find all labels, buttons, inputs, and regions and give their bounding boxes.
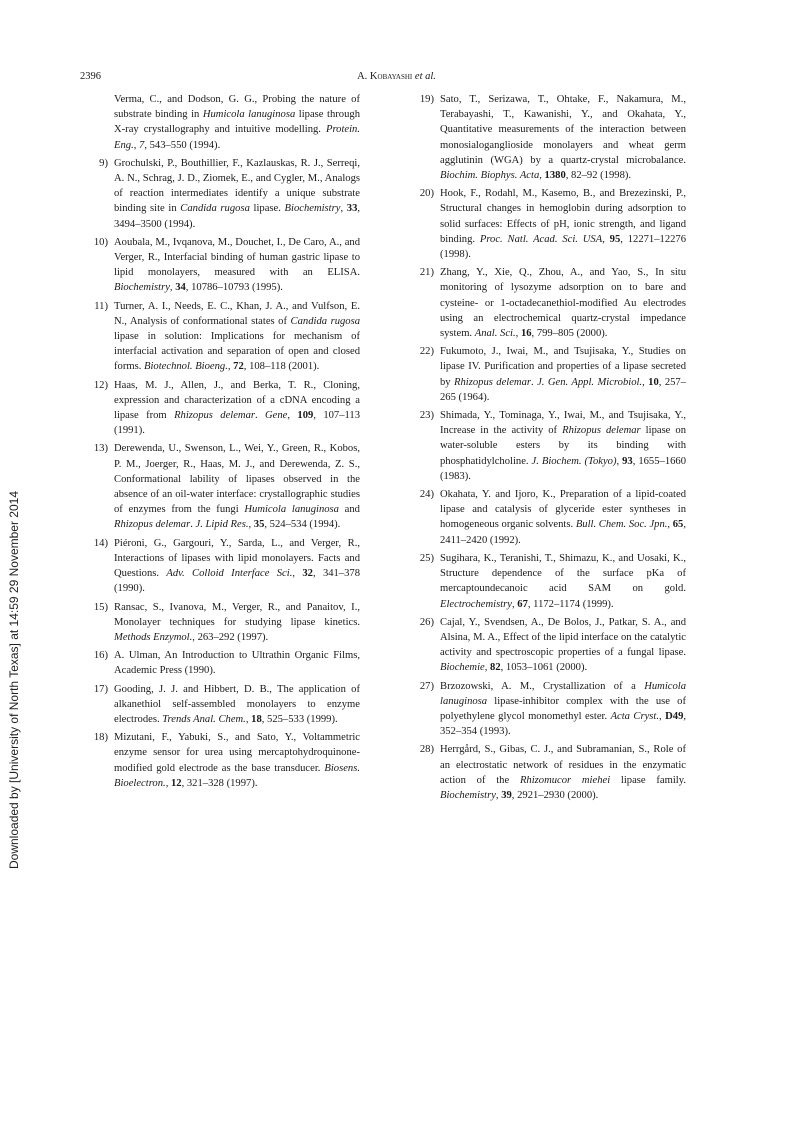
reference-italic-text: J. Biochem. (Tokyo) bbox=[531, 455, 617, 467]
reference-text-run: Sugihara, K., Teranishi, T., Shimazu, K., and Uosaki, K., Structure dependence of the surface pKa of mercaptoundecanoic acid SAM on gold. bbox=[440, 552, 686, 595]
reference-text-run: , 10786–10793 (1995). bbox=[185, 282, 283, 294]
reference-text bbox=[440, 487, 686, 548]
reference-number: 13) bbox=[93, 443, 108, 455]
reference-italic-text: Candida rugosa bbox=[180, 203, 250, 215]
reference-text-run: , bbox=[659, 710, 666, 722]
reference-item bbox=[84, 378, 360, 439]
reference-italic-text: Gene bbox=[265, 410, 288, 422]
reference-number: 20) bbox=[419, 188, 434, 200]
reference-volume: 12 bbox=[170, 777, 182, 789]
reference-text bbox=[114, 441, 360, 532]
reference-text bbox=[440, 92, 686, 183]
reference-item bbox=[84, 156, 360, 232]
reference-number: 15) bbox=[93, 601, 108, 613]
reference-text-run: , 341–378 (1990). bbox=[114, 568, 361, 595]
reference-text-run: Mizutani, F., Yabuki, S., and Sato, Y., Voltammetric enzyme sensor for urea using mercaptohydroquinone-modified gold electrode as the base transducer. bbox=[114, 732, 360, 774]
reference-text-run: , bbox=[511, 598, 518, 610]
reference-volume: 18 bbox=[251, 713, 262, 725]
reference-text-run: . bbox=[190, 519, 196, 531]
reference-number: 12) bbox=[93, 379, 108, 391]
reference-italic-text: Candida rugosa bbox=[290, 315, 361, 327]
reference-text bbox=[114, 92, 360, 153]
running-header-surname: obayashi bbox=[377, 71, 413, 82]
reference-text-run: , bbox=[248, 519, 254, 531]
reference-text-run: , 1172–1174 (1999). bbox=[527, 598, 614, 610]
reference-volume: 1380 bbox=[544, 170, 566, 182]
reference-italic-text: Biochemistry bbox=[114, 282, 170, 294]
reference-italic-text: Humicola lanuginosa bbox=[244, 504, 339, 516]
reference-italic-text: Rhizopus delemar bbox=[562, 425, 641, 437]
reference-volume: 95 bbox=[609, 233, 621, 245]
reference-text-run: , 2921–2930 (2000). bbox=[511, 789, 599, 801]
reference-text-run: lipase family. bbox=[610, 774, 686, 786]
reference-text-run: , 321–328 (1997). bbox=[181, 777, 258, 789]
reference-text-run: , 524–534 (1994). bbox=[264, 519, 341, 531]
reference-text-run: lipase-inhibitor complex with the use of polyethylene glycol monomethyl ester. bbox=[440, 695, 686, 722]
reference-italic-text: Adv. Colloid Interface Sci. bbox=[166, 568, 293, 580]
reference-volume: 10 bbox=[648, 376, 659, 388]
reference-number: 24) bbox=[419, 489, 434, 501]
reference-text-run: , bbox=[169, 282, 176, 294]
reference-italic-text: Trends Anal. Chem. bbox=[162, 713, 246, 725]
reference-italic-text: 7 bbox=[139, 139, 145, 151]
reference-italic-text: Biosens. Bioelectron. bbox=[114, 762, 360, 789]
reference-text-run: , bbox=[133, 139, 140, 151]
reference-text bbox=[114, 730, 360, 791]
reference-item bbox=[410, 679, 686, 740]
reference-italic-text: Anal. Sci. bbox=[474, 328, 516, 340]
reference-text-run: Brzozowski, A. M., Crystallization of a bbox=[440, 680, 645, 692]
reference-item bbox=[410, 551, 686, 612]
reference-text bbox=[114, 378, 360, 439]
reference-volume: 39 bbox=[501, 789, 512, 801]
reference-text bbox=[440, 551, 686, 612]
reference-italic-text: J. Lipid Res. bbox=[195, 519, 249, 531]
running-header-initial: A. K bbox=[357, 71, 378, 82]
reference-text-run: , bbox=[539, 170, 545, 182]
reference-number: 28) bbox=[419, 744, 434, 756]
reference-item bbox=[410, 92, 686, 183]
reference-volume: 72 bbox=[233, 361, 244, 373]
running-header-etal: et al. bbox=[412, 71, 436, 82]
reference-item bbox=[84, 92, 360, 153]
page-number: 2396 bbox=[80, 71, 101, 82]
reference-item bbox=[410, 742, 686, 803]
reference-text-run: lipase through X-ray crystallography and intuitive modelling. bbox=[114, 109, 360, 136]
reference-number: 19) bbox=[419, 94, 434, 105]
reference-italic-text: Electrochemistry bbox=[440, 598, 512, 610]
reference-text bbox=[114, 235, 360, 296]
reference-text-run: lipase in solution: Implications for mechanism of interfacial activation and separation of open and closed forms. bbox=[114, 331, 360, 373]
reference-text-run: Okahata, Y. and Ijoro, K., Preparation of a lipid-coated lipase and catalysis of glyceride ester syntheses in homogeneous organic solvents. bbox=[440, 489, 686, 531]
reference-text bbox=[114, 299, 360, 375]
reference-number: 18) bbox=[93, 732, 108, 744]
reference-text-run: , 3494–3500 (1994). bbox=[114, 203, 361, 230]
reference-text-run: Piéroni, G., Gargouri, Y., Sarda, L., and Verger, R., Interactions of lipases with lipid monolayers. Facts and Questions. bbox=[114, 537, 360, 580]
reference-volume: 65 bbox=[672, 519, 684, 531]
reference-volume: 32 bbox=[302, 568, 313, 580]
reference-text-run: Ransac, S., Ivanova, M., Verger, R., and Panaitov, I., Monolayer techniques for studying lipase kinetics. bbox=[114, 601, 360, 628]
reference-text-run: , bbox=[642, 376, 649, 388]
reference-item bbox=[84, 536, 360, 597]
reference-text-run: , 1053–1061 (2000). bbox=[500, 662, 588, 674]
reference-text-run: Derewenda, U., Swenson, L., Wei, Y., Green, R., Kobos, P. M., Joerger, R., Haas, M. J., and Derewenda, Z. S., Conformational lability of lipases observed in the absence of an oil-water interface: crystallographic studies of enzymes from the fungi bbox=[114, 443, 360, 516]
reference-number: 23) bbox=[419, 410, 434, 422]
reference-italic-text: Protein. Eng. bbox=[114, 124, 360, 151]
references-left-column bbox=[84, 92, 360, 794]
reference-item bbox=[410, 186, 686, 262]
reference-item bbox=[84, 730, 360, 791]
reference-volume: 82 bbox=[490, 662, 501, 674]
reference-number: 25) bbox=[419, 552, 434, 564]
reference-text-run: . bbox=[255, 410, 266, 422]
reference-text-run: , bbox=[484, 662, 491, 674]
reference-text-run: Gooding, J. J. and Hibbert, D. B., The application of alkanethiol self-assembled monolayers to enzyme electrodes. bbox=[114, 683, 360, 725]
reference-italic-text: Biochemie bbox=[440, 662, 485, 674]
reference-item bbox=[410, 487, 686, 548]
reference-text-run: Verma, C., and Dodson, G. G., Probing the nature of substrate binding in bbox=[114, 94, 360, 121]
reference-text-run: , bbox=[340, 203, 347, 215]
reference-italic-text: Biochim. Biophys. Acta bbox=[440, 170, 540, 182]
reference-text-run: , bbox=[165, 777, 171, 789]
reference-italic-text: Biotechnol. Bioeng. bbox=[144, 361, 228, 373]
reference-italic-text: Rhizopus delemar bbox=[454, 376, 531, 388]
reference-text-run: , 799–805 (2000). bbox=[531, 328, 608, 340]
reference-italic-text: Methods Enzymol. bbox=[114, 631, 193, 643]
reference-text-run: lipase on water-soluble esters by its binding with phosphatidylcholine. bbox=[440, 425, 686, 467]
reference-volume: 93 bbox=[622, 455, 633, 467]
reference-volume: D49 bbox=[665, 710, 684, 722]
reference-text-run: Haas, M. J., Allen, J., and Berka, T. R., Cloning, expression and characterization of a cDNA encoding a lipase from bbox=[114, 379, 360, 422]
reference-text-run: , bbox=[495, 789, 502, 801]
reference-number: 17) bbox=[93, 683, 108, 695]
download-watermark-text: Downloaded by [University of North Texas] at 14:59 29 November 2014 bbox=[7, 491, 21, 869]
reference-italic-text: Rhizopus delemar bbox=[114, 519, 191, 531]
reference-text bbox=[440, 615, 686, 676]
reference-text bbox=[114, 156, 360, 232]
reference-volume: 67 bbox=[517, 598, 528, 610]
reference-item bbox=[84, 682, 360, 728]
reference-text-run: Zhang, Y., Xie, Q., Zhou, A., and Yao, S., In situ monitoring of lysozyme adsorption on to bare and cysteine- or 1-octadecanethiol-modified Au electrodes using an electrochemical quartz-crystal impedance system. bbox=[440, 267, 686, 340]
reference-italic-text: Rhizopus delemar bbox=[174, 410, 255, 422]
running-header bbox=[0, 71, 793, 82]
reference-volume: 16 bbox=[520, 328, 532, 340]
reference-volume: 109 bbox=[297, 410, 314, 422]
reference-italic-text: Acta Cryst. bbox=[610, 710, 660, 722]
reference-item bbox=[84, 441, 360, 532]
reference-text-run: , 257–265 (1964). bbox=[440, 376, 687, 403]
reference-text-run: , bbox=[287, 410, 298, 422]
reference-text-run: , 543–550 (1994). bbox=[144, 139, 221, 151]
reference-number: 16) bbox=[93, 650, 108, 662]
reference-number: 14) bbox=[93, 537, 108, 549]
reference-text-run: , bbox=[292, 568, 303, 580]
reference-text bbox=[440, 186, 686, 262]
reference-italic-text: Rhizomucor miehei bbox=[519, 774, 611, 786]
reference-number: 21) bbox=[419, 267, 434, 279]
reference-text-run: and bbox=[338, 504, 360, 516]
reference-text bbox=[114, 682, 360, 728]
reference-text-run: Shimada, Y., Tominaga, Y., Iwai, M., and Tsujisaka, Y., Increase in the activity of bbox=[440, 410, 686, 437]
reference-text-run: , bbox=[227, 361, 234, 373]
reference-item bbox=[84, 600, 360, 646]
reference-item bbox=[410, 408, 686, 484]
reference-italic-text: Biochemistry bbox=[440, 789, 496, 801]
reference-text-run: , 12271–12276 (1998). bbox=[440, 233, 687, 261]
reference-text-run: Fukumoto, J., Iwai, M., and Tsujisaka, Y., Studies on lipase IV. Purification and properties of a lipase secreted by bbox=[440, 346, 686, 388]
reference-italic-text: Proc. Natl. Acad. Sci. USA bbox=[479, 233, 603, 245]
reference-text-run: , 82–92 (1998). bbox=[565, 170, 632, 182]
reference-text-run: , 525–533 (1999). bbox=[261, 713, 338, 725]
reference-text bbox=[440, 265, 686, 341]
reference-text bbox=[114, 536, 360, 597]
reference-text-run: , bbox=[616, 455, 623, 467]
reference-volume: 35 bbox=[253, 519, 265, 531]
reference-text-run: lipase. bbox=[249, 203, 285, 215]
references-right-column bbox=[410, 92, 686, 806]
reference-text-run: Turner, A. I., Needs, E. C., Khan, J. A., and Vulfson, E. N., Analysis of conformational states of bbox=[114, 300, 360, 327]
reference-text-run: Cajal, Y., Svendsen, A., De Bolos, J., Patkar, S. A., and Alsina, M. A., Effect of the lipid interface on the catalytic activity and spectroscopic properties of a fungal lipase. bbox=[440, 616, 686, 659]
reference-text bbox=[440, 742, 686, 803]
reference-text-run: Herrgård, S., Gibas, C. J., and Subramanian, S., Role of an electrostatic network of residues in the enzymatic action of the bbox=[440, 744, 686, 786]
reference-number: 22) bbox=[419, 346, 434, 358]
reference-text bbox=[440, 408, 686, 484]
reference-number: 27) bbox=[419, 680, 434, 692]
reference-italic-text: Humicola lanuginosa bbox=[440, 680, 686, 707]
reference-text-run: , 2411–2420 (1992). bbox=[440, 519, 686, 546]
reference-text-run: Aoubala, M., Ivqanova, M., Douchet, I., De Caro, A., and Verger, R., Interfacial binding of human gastric lipase to lipid monolayers, measured with an ELISA. bbox=[114, 236, 360, 279]
reference-volume: 33 bbox=[346, 203, 358, 215]
reference-volume: 34 bbox=[175, 282, 186, 294]
reference-text-run: , 263–292 (1997). bbox=[192, 631, 269, 643]
reference-text bbox=[114, 648, 360, 678]
reference-text-run: , 107–113 (1991). bbox=[114, 410, 361, 437]
reference-text-run: Hook, F., Rodahl, M., Kasemo, B., and Brezezinski, P., Structural changes in hemoglobin during adsorption to solid surfaces: Effects of pH, ionic strength, and ligand binding. bbox=[440, 188, 686, 245]
reference-text bbox=[440, 344, 686, 405]
reference-text-run: , 352–354 (1993). bbox=[440, 710, 687, 738]
reference-text-run: , bbox=[667, 519, 673, 531]
reference-text-run: . bbox=[531, 376, 538, 388]
reference-italic-text: Biochemistry bbox=[284, 203, 341, 215]
reference-item bbox=[410, 265, 686, 341]
reference-item bbox=[84, 299, 360, 375]
reference-text bbox=[440, 679, 686, 740]
reference-number: 10) bbox=[93, 236, 108, 248]
reference-text-run: , 1655–1660 (1983). bbox=[440, 455, 687, 482]
reference-item bbox=[84, 235, 360, 296]
reference-text-run: , 108–118 (2001). bbox=[243, 361, 320, 373]
reference-italic-text: J. Gen. Appl. Microbiol. bbox=[537, 376, 643, 388]
reference-text-run: , bbox=[602, 233, 610, 245]
reference-italic-text: Bull. Chem. Soc. Jpn. bbox=[575, 519, 668, 531]
reference-text bbox=[114, 600, 360, 646]
reference-item bbox=[84, 648, 360, 678]
reference-number: 9) bbox=[99, 157, 108, 169]
reference-text-run: , bbox=[245, 713, 252, 725]
reference-text-run: , bbox=[515, 328, 521, 340]
reference-item bbox=[410, 344, 686, 405]
reference-italic-text: Humicola lanuginosa bbox=[202, 109, 296, 121]
reference-item bbox=[410, 615, 686, 676]
reference-number: 11) bbox=[94, 300, 108, 312]
reference-text-run: Sato, T., Serizawa, T., Ohtake, F., Nakamura, M., Terabayashi, T., Kawanishi, Y., and Okahata, Y., Quantitative measurements of the interaction between monosialoganglioside monolayers and wheat germ agglutinin (WGA) by a quartz-crystal microbalance. bbox=[440, 94, 686, 166]
reference-text-run: Grochulski, P., Bouthillier, F., Kazlauskas, R. J., Serreqi, A. N., Schrag, J. D., Ziomek, E., and Cygler, M., Analogs of reaction intermediates identify a unique substrate binding site in bbox=[114, 157, 360, 215]
reference-number: 26) bbox=[419, 616, 434, 628]
reference-text-run: A. Ulman, An Introduction to Ultrathin Organic Films, Academic Press (1990). bbox=[114, 650, 360, 677]
